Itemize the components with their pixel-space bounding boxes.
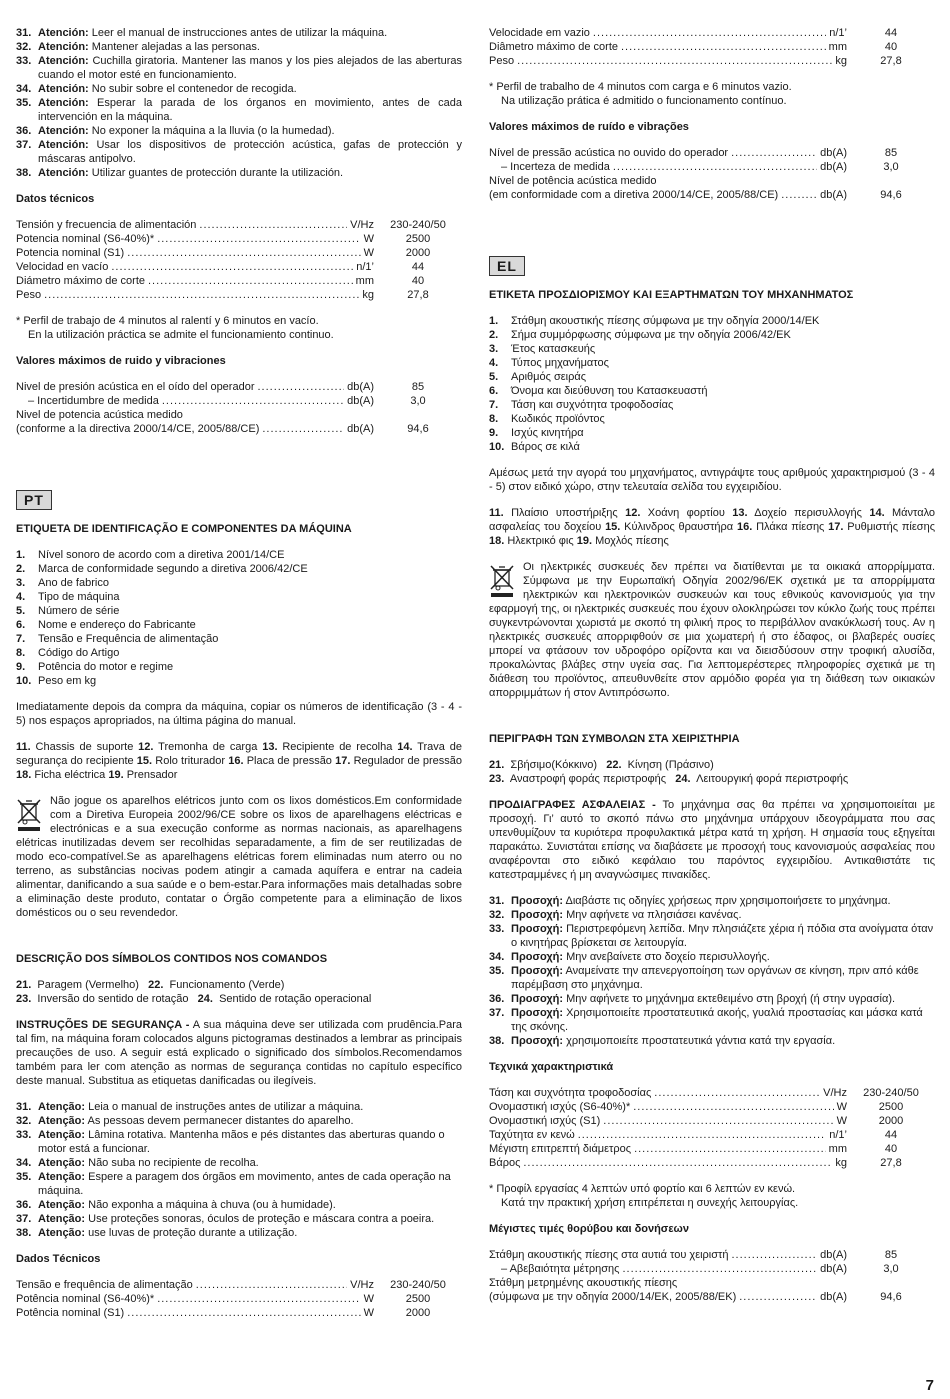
list-item: 32. Προσοχή: Μην αφήνετε να πλησιάσει κανένας.: [489, 909, 742, 921]
list-item: 8. Κωδικός προϊόντος: [489, 413, 605, 425]
table-row: Μέγιστη επιτρεπτή διάμετρος ..... mm 40: [489, 1142, 935, 1156]
list-item: 32. Atención: Mantener alejadas a las personas.: [16, 41, 260, 53]
list-item: 31. Atenção: Leia o manual de instruções antes de utilizar a máquina.: [16, 1101, 364, 1113]
list-item: 5. Número de série: [16, 605, 120, 617]
list-item: 35. Προσοχή: Αναμείνατε την απενεργοποίηση των οργάνων σε κίνηση, πριν από κάθε παρέμβαση στο μηχάνημα.: [489, 965, 919, 991]
list-item: 38. Atención: Utilizar guantes de protección durante la utilización.: [16, 167, 344, 179]
table-row: – Incerteza de medida ..... db(A) 3,0: [489, 160, 935, 174]
language-badge-pt: PT: [16, 490, 52, 510]
pt-weee-notice: Não jogue os aparelhos elétricos junto com os lixos domésticos.Em conformidade com a Diretiva Europeia 2002/96/CE sobre os lixos de aparelhagens eléctricas e electrónicas e a sua execução conforme as normas nacionais, as aparelhagens elétricas inutilizadas devem ser recolhidas separadamente, a fim de ser reutilizadas de modo eco-compatível.Se as aparelhagens elétricas forem eliminadas num aterro ou no terreno, as substâncias nocivas podem atingir a camada aquífera e entrar na cadeia alimentar, danificando a sua saúde e o bem-estar.Para informações mais detalhadas sobre a eliminação deste produto, contatar o Órgão competente para a eliminação de lixos domésticos ou o seu revendedor.: [16, 795, 462, 919]
list-item: 37. Προσοχή: Χρησιμοποιείτε προστατευτικά ακοής, γυαλιά προστασίας και μάσκα κατά της σκόνης.: [489, 1007, 923, 1033]
el-footnote-2: Κατά την πρακτική χρήση επιτρέπεται η συνεχής λειτουργίας.: [501, 1197, 799, 1209]
el-components: 11. Πλαίσιο υποστήριξης 12. Χοάνη φορτίου 13. Δοχείο περισυλλογής 14. Μάνταλο ασφαλείας του δοχείου 15. Κύλινδρος θραυστήρα 16. Πλάκα πίεσης 17. Ρυθμιστής πίεσης 18. Ηλεκτρικό φις 19. Μοχλός πίεσης: [489, 507, 936, 547]
table-row: Βάρος ..... kg 27,8: [489, 1156, 935, 1170]
table-row: Ονομαστική ισχύς (S6-40%)* ..... W 2500: [489, 1100, 935, 1114]
el-warnings-list: [489, 894, 935, 1048]
table-row: Peso ..... kg 27,8: [16, 288, 462, 302]
list-item: 8. Código do Artigo: [16, 647, 120, 659]
list-item: 9. Ισχύς κινητήρα: [489, 427, 584, 439]
table-row: Diámetro máximo de corte ..... mm 40: [16, 274, 462, 288]
table-row: Στάθμη μετρημένης ακουστικής πίεσης: [489, 1277, 678, 1289]
list-item: 37. Atenção: Use proteções sonoras, óculos de proteção e máscara contra a poeira.: [16, 1213, 435, 1225]
table-row: Tensão e frequência de alimentação ..... V/Hz 230-240/50: [16, 1278, 462, 1292]
list-item: 1. Στάθμη ακουστικής πίεσης σύμφωνα με την οδηγία 2000/14/ΕΚ: [489, 315, 820, 327]
table-row: Potencia nominal (S6-40%)* ..... W 2500: [16, 232, 462, 246]
left-column: [16, 26, 462, 1320]
list-item: 3. Έτος κατασκευής: [489, 343, 596, 355]
es-noise-heading: Valores máximos de ruido y vibraciones: [16, 355, 226, 367]
table-row: Peso ..... kg 27,8: [489, 54, 935, 68]
pt-tech-table: [16, 1278, 462, 1320]
table-row: – Αβεβαιότητα μέτρησης ..... db(A) 3,0: [489, 1262, 935, 1276]
table-row: – Incertidumbre de medida ..... db(A) 3,0: [16, 394, 462, 408]
el-noise-heading: Μέγιστες τιμές θορύβου και δονήσεων: [489, 1223, 689, 1235]
el-symbols-heading: ΠΕΡΙΓΡΑΦΗ ΤΩΝ ΣΥΜΒΟΛΩΝ ΣΤΑ ΧΕΙΡΙΣΤΗΡΙΑ: [489, 733, 740, 745]
es-tech-table: [16, 218, 462, 302]
list-item: 31. Atención: Leer el manual de instrucciones antes de utilizar la máquina.: [16, 27, 388, 39]
list-item: 3. Ano de fabrico: [16, 577, 109, 589]
el-tech-table: [489, 1086, 935, 1170]
pt-noise-heading: Valores máximos de ruído e vibrações: [489, 121, 689, 133]
list-item: 7. Tensão e Frequência de alimentação: [16, 633, 219, 645]
list-item: 35. Atenção: Espere a paragem dos órgãos em movimento, antes de cada operação na máquina.: [16, 1171, 451, 1197]
table-row: Velocidade em vazio ..... n/1’ 44: [489, 26, 935, 40]
el-symbols-line-2: 23. Αναστροφή φοράς περιστροφής 24. Λειτουργική φορά περιστροφής: [489, 773, 849, 785]
list-item: 9. Potência do motor e regime: [16, 661, 174, 673]
list-item: 2. Σήμα συμμόρφωσης σύμφωνα με την οδηγία 2006/42/ΕΚ: [489, 329, 791, 341]
pt-label-list: [16, 548, 462, 688]
list-item: 38. Προσοχή: χρησιμοποιείτε προστατευτικά γάντια κατά την εργασία.: [489, 1035, 836, 1047]
es-noise-table: [16, 380, 462, 436]
el-safety-intro: ΠΡΟΔΙΑΓΡΑΦΕΣ ΑΣΦΑΛΕΙΑΣ - Το μηχάνημα σας θα πρέπει να χρησιμοποιείται με προσοχή. Γι’ αυτό το σκοπό πάνω στο μηχάνημα υπάρχουν ιδεογράμματα που σας υπενθυμίζουν τα κυριότερα προφυλακτικά μέτρα κατά τη χρήση. Η σημασία τους εξηγείται παρακάτω. Συνιστάται επίσης να διαβάσετε με προσοχή τους κανονισμούς ασφαλείας που αναφέρονται στο ειδικό κεφάλαιο του παρόντος εγχειριδίου. Αντικαθιστάτε τις κατεστραμμένες ή μη αναγνώσιμες πινακίδες.: [489, 799, 936, 881]
list-item: 4. Τύπος μηχανήματος: [489, 357, 609, 369]
pt-safety-intro: INSTRUÇÕES DE SEGURANÇA - A sua máquina deve ser utilizada com prudência.Para tal fim, na máquina foram colocados alguns pictogramas destinados a lembrar as principais precauções de uso. A seguir está explicado o significado dos símbolos.Recomendamos também para ler com atenção as normas de segurança contidas no capítulo específico deste manual. Substitua as etiquetas danificadas ou ilegíveis.: [16, 1019, 463, 1087]
list-item: 32. Atenção: As pessoas devem permanecer distantes do aparelho.: [16, 1115, 354, 1127]
table-row: Nível de pressão acústica no ouvido do operador ..... db(A) 85: [489, 146, 935, 160]
list-item: 4. Tipo de máquina: [16, 591, 120, 603]
table-row: (σύμφωνα με την οδηγία 2000/14/ΕΚ, 2005/88/ΕΚ) ..... db(A) 94,6: [489, 1290, 935, 1304]
list-item: 33. Atención: Cuchilla giratoria. Mantener las manos y los pies alejados de las aberturas cuando el motor esté en funcionamiento.: [16, 55, 463, 81]
pt-symbols-line-1: 21. Paragem (Vermelho) 22. Funcionamento (Verde): [16, 979, 285, 991]
el-copy-note: Αμέσως μετά την αγορά του μηχανήματος, αντιγράψτε τους αριθμούς χαρακτηρισμού (3 - 4 - 5) στον ειδικό χώρο, στην τελευταία σελίδα του εγχειριδίου.: [489, 467, 935, 493]
list-item: 10. Peso em kg: [16, 675, 97, 687]
crossed-out-wheelie-bin-icon: [16, 798, 42, 832]
es-footnote: * Perfil de trabajo de 4 minutos al ralentí y 6 minutos en vacío.: [16, 315, 319, 327]
table-row: (conforme a la directiva 2000/14/CE, 2005/88/CE) ..... db(A) 94,6: [16, 422, 462, 436]
pt-noise-table: [489, 146, 935, 202]
list-item: 33. Προσοχή: Περιστρεφόμενη λεπίδα. Μην πλησιάζετε χέρια ή πόδια στα ανοίγματα όταν ο κινητήρας βρίσκεται σε λειτουργία.: [489, 923, 934, 949]
list-item: 38. Atenção: use luvas de proteção durante a utilização.: [16, 1227, 298, 1239]
list-item: 34. Atenção: Não suba no recipiente de recolha.: [16, 1157, 259, 1169]
list-item: 6. Nome e endereço do Fabricante: [16, 619, 196, 631]
list-item: 36. Atenção: Não exponha a máquina à chuva (ou à humidade).: [16, 1199, 336, 1211]
table-row: Diâmetro máximo de corte ..... mm 40: [489, 40, 935, 54]
el-label-heading: ΕΤΙΚΕΤΑ ΠΡΟΣΔΙΟΡΙΣΜΟΥ ΚΑΙ ΕΞΑΡΤΗΜΑΤΩΝ ΤΟΥ ΜΗΧΑΝΗΜΑΤΟΣ: [489, 289, 854, 301]
table-row: Potência nominal (S1) ..... W 2000: [16, 1306, 462, 1320]
page-number: 7: [925, 1377, 934, 1394]
table-row: Nivel de potencia acústica medido: [16, 409, 183, 421]
list-item: 7. Τάση και συχνότητα τροφοδοσίας: [489, 399, 674, 411]
crossed-out-wheelie-bin-icon: [489, 564, 515, 598]
pt-components: 11. Chassis de suporte 12. Tremonha de carga 13. Recipiente de recolha 14. Trava de segurança do recipiente 15. Rolo triturador 16. Placa de pressão 17. Regulador de pressão 18. Ficha eléctrica 19. Prensador: [16, 741, 463, 781]
pt-copy-note: Imediatamente depois da compra da máquina, copiar os números de identificação (3 - 4 - 5) nos espaços apropriados, na última página do manual.: [16, 701, 462, 727]
es-tech-heading: Datos técnicos: [16, 193, 95, 205]
pt-symbols-heading: DESCRIÇÃO DOS SÍMBOLOS CONTIDOS NOS COMANDOS: [16, 953, 328, 965]
list-item: 6. Όνομα και διεύθυνση του Κατασκευαστή: [489, 385, 708, 397]
right-column: [489, 26, 935, 1304]
table-row: Potência nominal (S6-40%)* ..... W 2500: [16, 1292, 462, 1306]
list-item: 10. Βάρος σε κιλά: [489, 441, 580, 453]
list-item: 2. Marca de conformidade segundo a diretiva 2006/42/CE: [16, 563, 308, 575]
table-row: Velocidad en vacío ..... n/1’ 44: [16, 260, 462, 274]
table-row: Τάση και συχνότητα τροφοδοσίας ..... V/Hz 230-240/50: [489, 1086, 935, 1100]
list-item: 33. Atenção: Lâmina rotativa. Mantenha mãos e pés distantes das aberturas quando o motor está a funcionar.: [16, 1129, 445, 1155]
table-row: Potencia nominal (S1) ..... W 2000: [16, 246, 462, 260]
el-noise-table: [489, 1248, 935, 1304]
el-symbols-line-1: 21. Σβήσιμο(Κόκκινο) 22. Κίνηση (Πράσινο): [489, 759, 714, 771]
table-row: Στάθμη ακουστικής πίεσης στα αυτιά του χειριστή ..... db(A) 85: [489, 1248, 935, 1262]
pt-symbols-line-2: 23. Inversão do sentido de rotação 24. Sentido de rotação operacional: [16, 993, 372, 1005]
list-item: 34. Προσοχή: Μην ανεβαίνετε στο δοχείο περισυλλογής.: [489, 951, 770, 963]
el-tech-heading: Τεχνικά χαρακτηριστικά: [489, 1061, 614, 1073]
es-warnings-list: [16, 26, 462, 180]
language-badge-el: EL: [489, 256, 525, 276]
table-row: Ταχύτητα εν κενώ ..... n/1’ 44: [489, 1128, 935, 1142]
list-item: 36. Atención: No exponer la máquina a la lluvia (o la humedad).: [16, 125, 335, 137]
pt-footnote: * Perfil de trabalho de 4 minutos com carga e 6 minutos vazio.: [489, 81, 792, 93]
pt-tech-table-cont: [489, 26, 935, 68]
table-row: Nível de potência acústica medido: [489, 175, 657, 187]
table-row: (em conformidade com a diretiva 2000/14/CE, 2005/88/CE) ..... db(A) 94,6: [489, 188, 935, 202]
pt-label-heading: ETIQUETA DE IDENTIFICAÇÃO E COMPONENTES DA MÁQUINA: [16, 523, 352, 535]
table-row: Ονομαστική ισχύς (S1) ..... W 2000: [489, 1114, 935, 1128]
el-label-list: [489, 314, 935, 454]
list-item: 31. Προσοχή: Διαβάστε τις οδηγίες χρήσεως πριν χρησιμοποιήσετε το μηχάνημα.: [489, 895, 891, 907]
el-weee-notice: Οι ηλεκτρικές συσκευές δεν πρέπει να διατίθενται με τα οικιακά απορρίμματα. Σύμφωνα με την Ευρωπαϊκή Οδηγία 2002/96/ΕΚ σχετικά με τα απορρίμματα ηλεκτρικών και ηλεκτρονικών συσκευών και τους εθνικούς κανονισμούς για την εφαρμογή της, οι ηλεκτρικές συσκευές που έχουν ολοκληρώσει τον κύκλο ζωής τους πρέπει συγκεντρώνονται χωριστά με σκοπό τη φιλική προς το περιβάλλον ανακύκλωσή τους. Αν η ηλεκτρικές συσκευές απορριφθούν σε μια χωματερή ή στο έδαφος, οι βλαβερές ουσίες μπορεί να φτάσουν τον υδροφόρο ορίζοντα και να διεισδύσουν στην τροφική αλυσίδα, προκαλώντας βλάβες στην υγεία σας. Για λεπτομερέστερες πληροφορίες σχετικά με τη διάθεση του προϊόντος, απευθυνθείτε στον αρμόδιο φορέα για τη διάθεση των οικιακών απορριμμάτων ή στον Αντιπρόσωπο.: [489, 561, 935, 699]
list-item: 35. Atención: Esperar la parada de los órganos en movimiento, antes de cada intervención en la máquina.: [16, 97, 463, 123]
list-item: 5. Αριθμός σειράς: [489, 371, 587, 383]
es-footnote-2: En la utilización práctica se admite el funcionamiento continuo.: [28, 329, 334, 341]
table-row: Tensión y frecuencia de alimentación ..... V/Hz 230-240/50: [16, 218, 462, 232]
pt-footnote-2: Na utilização prática é admitido o funcionamento contínuo.: [501, 95, 787, 107]
list-item: 34. Atención: No subir sobre el contenedor de recogida.: [16, 83, 297, 95]
list-item: 37. Atención: Usar los dispositivos de protección acústica, gafas de protección y máscaras antipolvo.: [16, 139, 462, 165]
list-item: 36. Προσοχή: Μην αφήνετε το μηχάνημα εκτεθειμένο στη βροχή (ή στην υγρασία).: [489, 993, 896, 1005]
table-row: Nivel de presión acústica en el oído del operador ..... db(A) 85: [16, 380, 462, 394]
el-footnote: * Προφίλ εργασίας 4 λεπτών υπό φορτίο και 6 λεπτών εν κενώ.: [489, 1183, 796, 1195]
list-item: 1. Nível sonoro de acordo com a diretiva 2001/14/CE: [16, 549, 285, 561]
pt-tech-heading: Dados Técnicos: [16, 1253, 101, 1265]
pt-warnings-list: [16, 1100, 462, 1240]
